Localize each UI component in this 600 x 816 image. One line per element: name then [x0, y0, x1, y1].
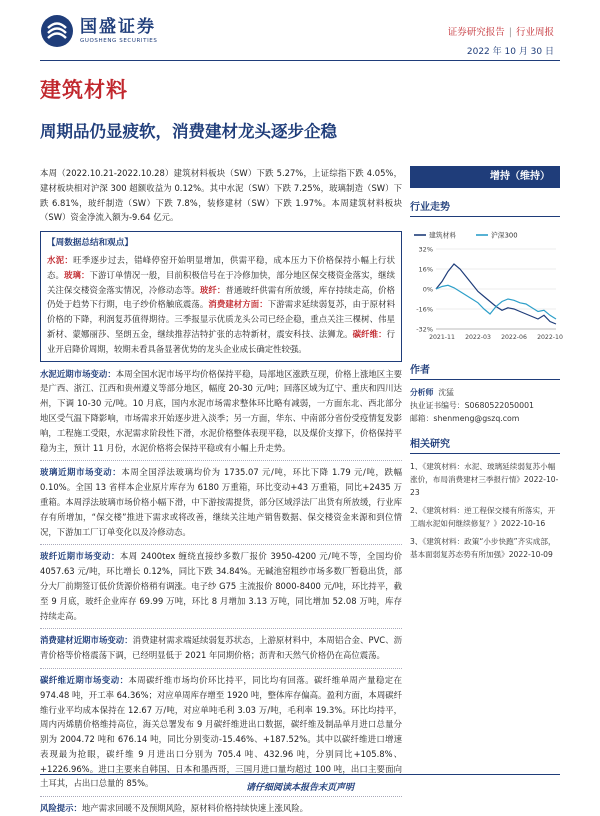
footer-divider — [40, 774, 560, 775]
guosheng-logo-icon — [40, 14, 74, 48]
report-type-main: 证券研究报告 — [447, 27, 505, 38]
analyst-email[interactable]: 邮箱：shenmeng@gszq.com — [410, 414, 520, 423]
trend-heading: 行业走势 — [410, 198, 560, 217]
chart-series-line — [436, 285, 556, 319]
report-type-sub: 行业周报 — [515, 27, 554, 38]
sector-title: 建筑材料 — [40, 78, 128, 102]
author-info — [410, 386, 560, 425]
analyst-name: 沈猛 — [438, 388, 454, 397]
analyst-line: 分析师 沈猛 — [410, 388, 454, 397]
chart-y-tick-label: 16% — [418, 265, 433, 274]
chart-x-tick-label: 2021-11 — [429, 334, 455, 341]
chart-series-line — [436, 264, 556, 324]
chart-y-tick-label: 0% — [422, 285, 433, 294]
section-risk: 风险提示：地产需求回暖不及预期风险，原材料价格持续快速上涨风险。 — [40, 796, 402, 816]
chart-legend-label: 沪深300 — [491, 231, 518, 240]
chart-x-tick-label: 2022-10 — [537, 334, 563, 341]
footer-disclaimer: 请仔细阅读本报告末页声明 — [245, 783, 354, 793]
analyst-license: 执业证书编号：S0680522050001 — [410, 401, 535, 410]
authors-heading: 作者 — [410, 361, 560, 380]
related-item[interactable]: 3、《建筑材料：政策“小步快跑”齐实成部，基本面弱复苏态势有所加强》2022-10-09 — [410, 537, 556, 559]
trend-chart — [410, 221, 563, 351]
trend-chart-svg — [410, 221, 563, 351]
chart-y-tick-label: -32% — [416, 325, 433, 334]
section-glass: 玻璃近期市场变动：本周全国浮法玻璃均价为 1735.07 元/吨，环比下降 1.79 元/吨，跌幅 0.10%。全国 13 省样本企业原片库存为 6180 万重箱，环比变动+43 万重箱，同比+2435 万重箱。本周浮法玻璃市场价格小幅下滑，中下游按需提货，部分区域浮法厂出货有所放缓，行业库存有所增加，“保交楼”推进下需求或将改善，继续关注地产销售数据、保交楼资金来源和到位情况，下游加工厂订单变化以及冷修动态。 — [40, 460, 402, 539]
summary-paragraph: 本周（2022.10.21-2022.10.28）建筑材料板块（SW）下跌 5.27%，上证综指下跌 4.05%，建材板块相对沪深 300 超额收益为 0.12%。其中水泥（SW）下跌 7.25%，玻璃制造（SW）下跌 6.81%，玻纤制造（SW）下跌 7.8%，装修建材（SW）下跌 1.97%。本周建筑材料板块（SW）资金净流入额为-9.64 亿元。 — [40, 168, 402, 223]
section-fiberglass: 玻纤近期市场变动：本周 2400tex 缠绕直接纱多数厂报价 3950-4200 元/吨不等，全国均价 4057.63 元/吨，环比增长 0.12%，同比下跌 34.84%。无碱池窑粗纱市场多数厂暂稳出货，部分大厂前期签订低价货源价格稍有调涨。电子纱 G75 主流报价 8000-8400 元/吨，环比持平，截至 9 月底，玻纤企业库存 69.99 万吨，环比 8 月增加 3.13 万吨，同比增加 52.08 万吨，库存持续走高。 — [40, 544, 402, 623]
logo-name-cn: 国盛证券 — [80, 17, 156, 37]
header-divider — [40, 60, 560, 61]
section-carbon-fiber: 碳纤维近期市场变动：本周碳纤维市场均价环比持平，同比均有回落。碳纤维单周产量稳定在 974.48 吨，开工率 64.36%；对应单周库存增至 1920 吨，整体库存偏高。盈利方面，本周碳纤维行业平均成本保持在 12.67 万/吨，对应单吨毛利 3.03 万/吨，毛利率 19.3%。环比均持平，周内丙烯腈价格维持高位，海关总署发布 9 月碳纤维进出口数据，碳纤维及制品单月进口总量分别为 2004.72 吨和 676.14 吨，同比分别变动-15.46%、+187.52%。其中以碳纤维进口增速表现最为抢眼，碳纤维 9 月进出口分别为 705.4 吨、432.96 吨，分别同比+105.8%、+1226.96%。进口主要来自韩国、日本和墨西哥，三国月进口量均超过 100 吨，出口主要面向土耳其，占出口总量的 85%。 — [40, 668, 402, 791]
page-header — [0, 0, 600, 62]
rating-badge: 增持（维持） — [410, 166, 560, 188]
chart-x-tick-label: 2022-03 — [465, 334, 491, 341]
logo — [40, 14, 157, 48]
chart-y-tick-label: 32% — [418, 245, 433, 254]
chart-x-tick-label: 2022-06 — [501, 334, 527, 341]
related-heading: 相关研究 — [410, 435, 560, 454]
report-date: 2022 年 10 月 30 日 — [466, 47, 554, 57]
chart-legend-label: 建筑材料 — [429, 231, 457, 240]
related-item[interactable]: 1、《建筑材料：水泥、玻璃延续弱复苏小幅涨价，布局消费建材三季报行情》2022-10-23 — [410, 462, 559, 497]
logo-name-en: GUOSHENG SECURITIES — [80, 38, 158, 44]
report-type: 证券研究报告 | 行业周报 — [447, 27, 554, 38]
focus-box-title: 【周数据总结和观点】 — [47, 238, 133, 249]
report-headline: 周期品仍显疲软，消费建材龙头逐步企稳 — [40, 122, 337, 141]
chart-y-tick-label: -16% — [416, 305, 433, 314]
section-consumer-materials: 消费建材近期市场变动：消费建材需求端延续弱复苏状态，上游原材料中，本周铝合金、PVC、沥青价格等价格震荡下调，已经明显低于 2021 年同期价格；沥青和天然气价格仍在高位震荡。 — [40, 628, 402, 663]
sidebar — [410, 166, 563, 566]
main-content — [40, 166, 402, 816]
focus-box — [40, 231, 402, 361]
related-research-list — [410, 460, 560, 561]
related-item[interactable]: 2、《建筑材料：逆工程保交楼有所落实，开工端水泥如何继续修复？》2022-10-16 — [410, 506, 556, 528]
focus-cement: 水泥：旺季逐步过去，错峰停窑开始明显增加，供需平稳，成本压力下价格保持小幅上行状态。玻璃：下游订单情况一般，目前积极信号在于冷修加快，部分地区保交楼资金落实，继续关注保交楼资金落实情况，冷修动态等。玻纤：普通玻纤供需有所放缓，库存持续走高，价格仍处于趋势下行期，电子纱价格触底震荡。消费建材方面：下游需求延续弱复苏，由于原材料价格的下降，利润复苏值得期待。三季报显示优质龙头公司已经企稳，重点关注三棵树、伟星新材、蒙娜丽莎、坚朗五金，继续推荐洁特扩张的志特新材，震安科技、法狮龙。碳纤维：行业开启降价周期，较期未看具备显著优势的龙头企业成长确定性较强。 — [47, 254, 396, 354]
section-cement: 水泥近期市场变动：本周全国水泥市场平均价格保持平稳，局部地区涨跌互现，价格上涨地区主要是广西、浙江、江西和贵州遵义等部分地区，幅度 20-30 元/吨；回落区域为辽宁、重庆和四川达州，下调 10-30 元/吨。10 月底，国内水泥市场需求整体环比略有减弱，一方面东北、西北部分地区受气温下降影响，市场需求开始逐步进入淡季；另一方面，华东、中南部分省份受疫情复发影响，工程施工受限，水泥需求阶段性下滑，水泥价格整体表现平稳，以及煤价支撑下，价格保持平稳为主，预计 11 月份，水泥价格将会保持平稳或有小幅上升走势。 — [40, 368, 403, 453]
